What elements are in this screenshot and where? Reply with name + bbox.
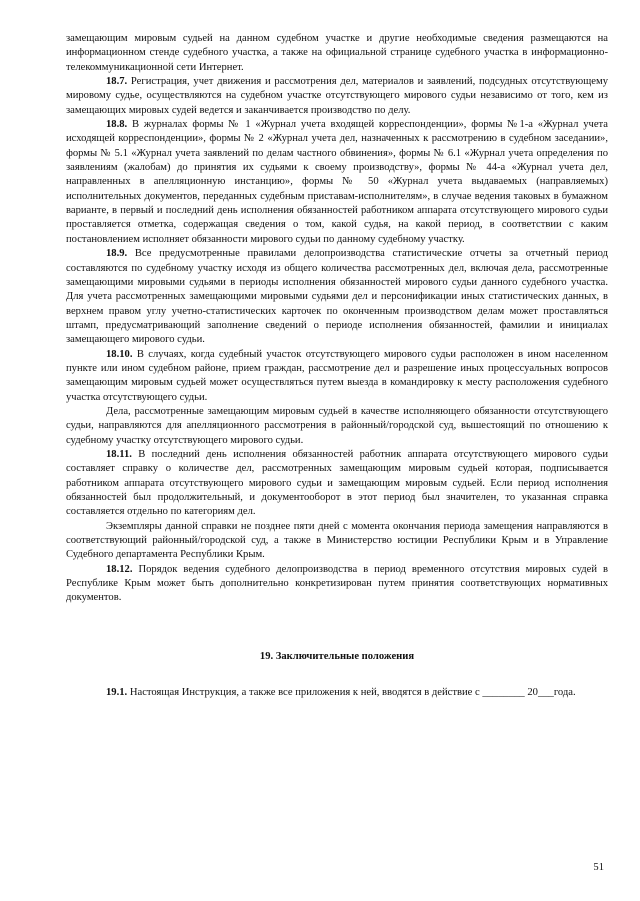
clause-number: 19.1.: [106, 687, 128, 699]
clause-number: 18.9.: [106, 248, 128, 260]
paragraph-text: В журналах формы № 1 «Журнал учета входящей корреспонденции», формы №1-а «Журнал учета исходящей корреспонденции», формы № 2 «Журнал учета дел, назначенных к рассмотрению в судебном заседании», формы № 5.1 «Журнал учета заявлений по делам частного обвинения», формы № 6.1 «Журнал учета определения по заявлениям (жалобам) до принятия их судьями к своему производству», формы № 44-а «Журнал учета дел, направленных в апелляционную инстанцию», формы № 50 «Журнал учета выдаваемых (направляемых) исполнительных документов, переданных судебным приставам-исполнителям», в случае ведения таковых в бумажном варианте, в первый и последний день исполнения обязанностей работником аппарата отсутствующего мирового судьи проставляется отметка, содержащая сведения о том, какой судья, на какой период, в соответствии с каким постановлением исполняет обязанности мирового судьи по данному судебному участку.: [66, 119, 608, 245]
paragraph-text: Настоящая Инструкция, а также все приложения к ней, вводятся в действие с ________ 20___года.: [127, 687, 576, 699]
paragraph-text: замещающим мировым судьей на данном судебном участке и другие необходимые сведения размещаются на информационном стенде судебного участка, а также на официальной странице судебного участка в информационно-телекоммуникационной сети Интернет.: [66, 33, 608, 73]
paragraph-text: В последний день исполнения обязанностей работник аппарата отсутствующего мирового судьи составляет справку о количестве дел, рассмотренных замещающим мировым судьей которая, подписывается работником аппарата отсутствующего мирового судьи и замещающим мировым судьей. Если период исполнения обязанностей был продолжительный, и документооборот в этот период был значителен, то указанная справка составляется отдельно по категориям дел.: [66, 448, 608, 518]
paragraph-text: Регистрация, учет движения и рассмотрения дел, материалов и заявлений, подсудных отсутствующему мировому судье, осуществляются на судебном участке отсутствующего мирового судьи независимо от того, кем из замещающих мировых судей ведется и заканчивается производство по делу.: [66, 76, 608, 116]
paragraph-18-9: [66, 247, 608, 347]
clause-number: 18.7.: [106, 76, 128, 88]
paragraph-text: В случаях, когда судебный участок отсутствующего мирового судьи расположен в ином населенном пункте или ином судебном районе, прием граждан, рассмотрение дел и разрешение иных процессуальных вопросов замещающим мировым судьей может осуществляться путем выезда в командировку к месту расположения судебного участка отсутствующего судьи.: [66, 348, 608, 403]
page-number: 51: [593, 862, 604, 873]
paragraph-18-10: [66, 348, 608, 405]
paragraph-18-8: [66, 118, 608, 247]
paragraph-19-1: [66, 686, 608, 700]
paragraph-continuation: [66, 32, 608, 75]
clause-number: 18.10.: [106, 348, 133, 360]
paragraph-text: Все предусмотренные правилами делопроизводства статистические отчеты за отчетный период составляются по судебному участку исходя из общего количества рассмотренных дел, включая дела, рассмотренные замещающими мировыми судьями в периоды исполнения обязанностей мирового судьи данного судебного участка. Для учета рассмотренных замещающими мировыми судьями дел и персонификации иных статистических данных, в верхнем правом углу учетно-статистических карточек по оконченным производством делам может проставляться штамп, предусматривающий заполнение сведений о периоде исполнения обязанностей, фамилии и инициалах замещающего мирового судьи.: [66, 248, 608, 346]
document-page: [66, 32, 608, 700]
paragraph-text: Дела, рассмотренные замещающим мировым судьей в качестве исполняющего обязанности отсутствующего судьи, направляются для апелляционного рассмотрения в районный/городской суд, вышестоящий по отношению к судебному участку отсутствующего мирового судьи.: [66, 405, 608, 446]
paragraph-18-7: [66, 75, 608, 118]
paragraph-18-10-cont: [66, 405, 608, 448]
paragraph-18-11: [66, 448, 608, 520]
clause-number: 18.11.: [106, 448, 132, 460]
paragraph-18-11-cont: [66, 520, 608, 563]
clause-number: 18.8.: [106, 119, 128, 131]
paragraph-text: Экземпляры данной справки не позднее пяти дней с момента окончания периода замещения направляются в соответствующий районный/городской суд, а также в Министерство юстиции Республики Крым и в Управление Судебного департамента Республики Крым.: [66, 520, 608, 561]
paragraph-18-12: [66, 563, 608, 606]
paragraph-text: Порядок ведения судебного делопроизводства в период временного отсутствия мировых судей в Республике Крым может быть дополнительно конкретизирован путем принятия соответствующих нормативных документов.: [66, 563, 608, 604]
clause-number: 18.12.: [106, 563, 133, 575]
section-heading: 19. Заключительные положения: [259, 650, 415, 662]
